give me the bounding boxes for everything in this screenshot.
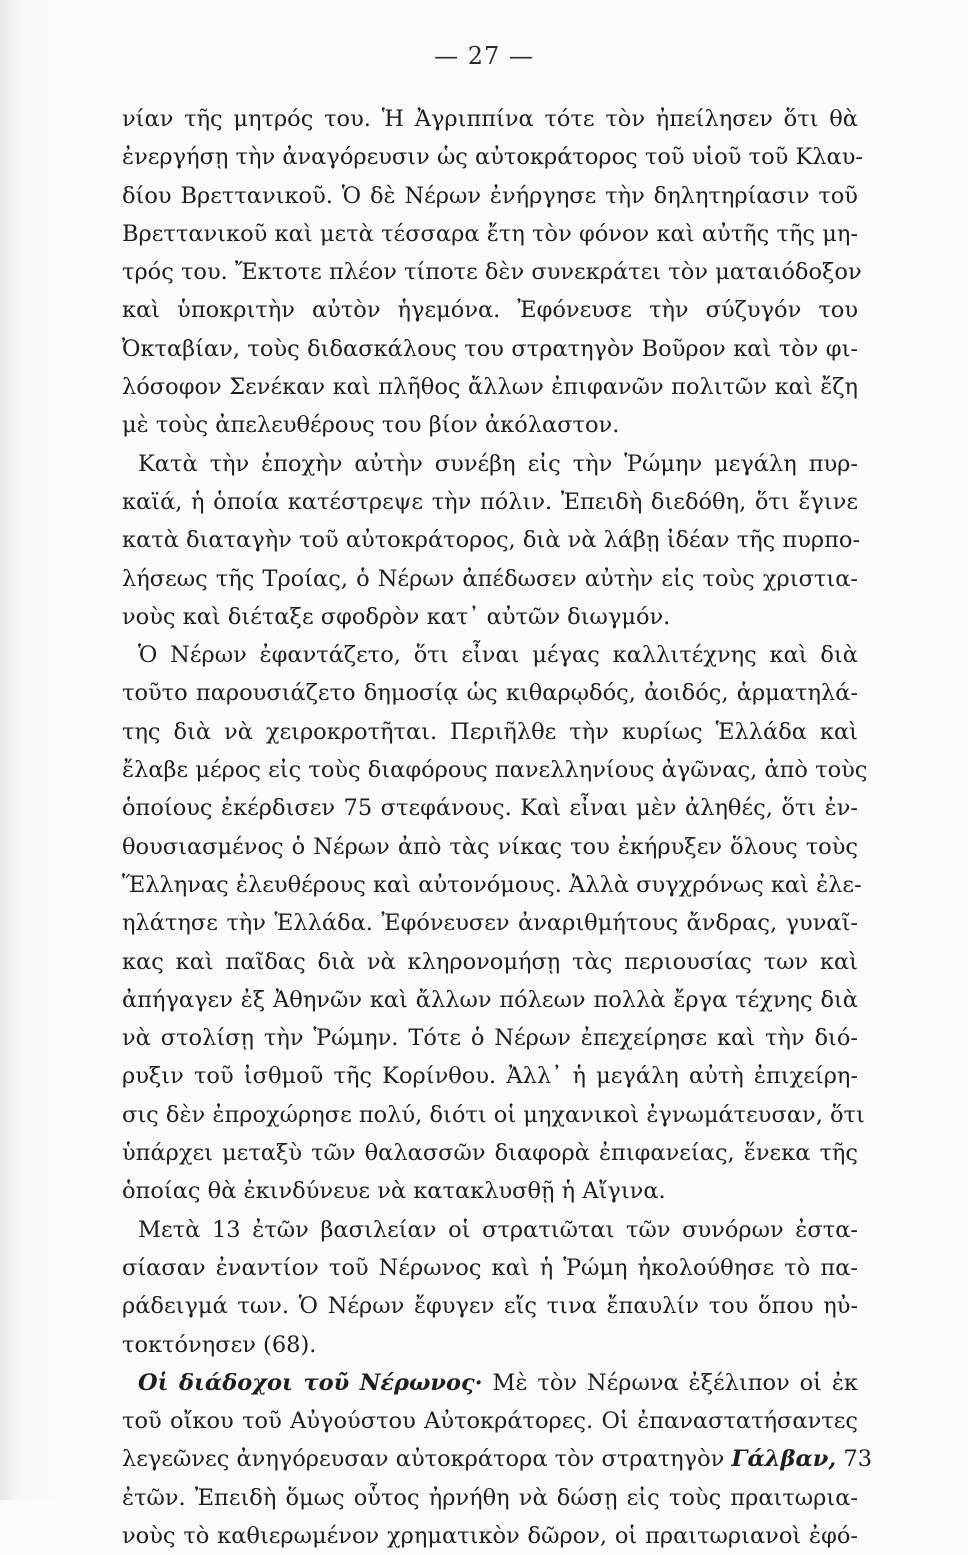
text-line-32: ράδειγμά των. Ὁ Νέρων ἔφυγεν εἴς τινα ἔπαυλίν του ὅπου ηὐ-: [122, 1293, 858, 1320]
text-line-5: τρός του. Ἔκτοτε πλέον τίποτε δὲν συνεκράτει τὸν ματαιόδοξον: [122, 259, 862, 286]
text-line-8: λόσοφον Σενέκαν καὶ πλῆθος ἄλλων ἐπιφανῶν πολιτῶν καὶ ἔζη: [122, 374, 858, 401]
text-line-20: θουσιασμένος ὁ Νέρων ἀπὸ τὰς νίκας του ἐκήρυξεν ὅλους τοὺς: [122, 833, 858, 860]
text-line-11: καϊά, ἡ ὁποία κατέστρεψε τὴν πόλιν. Ἐπειδὴ διεδόθη, ὅτι ἔγινε: [122, 488, 858, 515]
text-line-6: καὶ ὑποκριτὴν αὐτὸν ἡγεμόνα. Ἐφόνευσε τὴν σύζυγόν του: [122, 297, 858, 324]
emphasis-galba: Γάλβαν,: [731, 1446, 837, 1473]
text-line-9: μὲ τοὺς ἀπελευθέρους του βίον ἀκόλαστον.: [122, 412, 620, 439]
text-line-24: ἀπήγαγεν ἐξ Ἀθηνῶν καὶ ἄλλων πόλεων πολλὰ ἔργα τέχνης διὰ: [122, 986, 858, 1013]
text-line-2: ἐνεργήσῃ τὴν ἀναγόρευσιν ὡς αὐτοκράτορος τοῦ υἱοῦ τοῦ Κλαυ-: [122, 144, 863, 171]
text-line-34: [122, 1364, 858, 1402]
text-line-36: [122, 1440, 873, 1478]
text-line-26: ρυξιν τοῦ ἰσθμοῦ τῆς Κορίνθου. Ἀλλ᾽ ἡ μεγάλη αὐτὴ ἐπιχείρη-: [122, 1063, 858, 1090]
text-line-16: τοῦτο παρουσιάζετο δημοσίᾳ ὡς κιθαρῳδός, ἀοιδός, ἁρματηλά-: [122, 680, 858, 707]
text-line-21: Ἕλληνας ἐλευθέρους καὶ αὐτονόμους. Ἀλλὰ συγχρόνως καὶ ἐλε-: [122, 871, 862, 898]
text-line-15: Ὁ Νέρων ἐφαντάζετο, ὅτι εἶναι μέγας καλλιτέχνης καὶ διὰ: [138, 642, 858, 669]
text-line-3: δίου Βρεττανικοῦ. Ὁ δὲ Νέρων ἐνήργησε τὴν δηλητηρίασιν τοῦ: [122, 182, 858, 209]
text-line-27: σις δὲν ἐπροχώρησε πολύ, διότι οἱ μηχανικοὶ ἐγνωμάτευσαν, ὅτι: [122, 1101, 865, 1128]
text-line-1: νίαν τῆς μητρός του. Ἡ Ἀγριππίνα τότε τὸν ἠπείλησεν ὅτι θὰ: [122, 106, 858, 132]
text-line-34-rest: Μὲ τὸν Νέρωνα ἐξέλιπον οἱ ἐκ: [492, 1369, 858, 1396]
text-line-29: ὁποίας θὰ ἐκινδύνευε νὰ κατακλυσθῇ ἡ Αἴγινα.: [122, 1178, 666, 1205]
section-heading-successors: Οἱ διάδοχοι τοῦ Νέρωνος·: [138, 1369, 483, 1396]
text-line-36-end: 73: [843, 1446, 873, 1473]
text-line-13: λήσεως τῆς Τροίας, ὁ Νέρων ἀπέδωσεν αὐτὴν εἰς τοὺς χριστια-: [122, 565, 858, 592]
body-text: [122, 100, 873, 1555]
text-line-12: κατὰ διαταγὴν τοῦ αὐτοκράτορος, διὰ νὰ λάβῃ ἰδέαν τῆς πυρπο-: [122, 527, 861, 554]
text-line-14: νοὺς καὶ διέταξε σφοδρὸν κατ᾽ αὐτῶν διωγμόν.: [122, 603, 671, 630]
text-line-19: ὁποίους ἐκέρδισεν 75 στεφάνους. Καὶ εἶναι μὲν ἀληθές, ὅτι ἐν-: [122, 795, 858, 822]
text-line-33: τοκτόνησεν (68).: [122, 1331, 317, 1358]
text-line-31: σίασαν ἐναντίον τοῦ Νέρωνος καὶ ἡ Ῥώμη ἠκολούθησε τὸ πα-: [122, 1254, 858, 1281]
text-line-28: ὑπάρχει μεταξὺ τῶν θαλασσῶν διαφορὰ ἐπιφανείας, ἕνεκα τῆς: [122, 1140, 858, 1167]
text-line-22: ηλάτησε τὴν Ἑλλάδα. Ἐφόνευσεν ἀναριθμήτους ἄνδρας, γυναῖ-: [122, 910, 858, 937]
text-line-10: Κατὰ τὴν ἐποχὴν αὐτὴν συνέβη εἰς τὴν Ῥώμην μεγάλη πυρ-: [138, 450, 858, 477]
text-line-18: ἔλαβε μέρος εἰς τοὺς διαφόρους πανελληνίους ἀγῶνας, ἀπὸ τοὺς: [122, 757, 868, 784]
text-line-23: κας καὶ παῖδας διὰ νὰ κληρονομήσῃ τὰς περιουσίας των καὶ: [122, 948, 858, 975]
text-line-37: ἐτῶν. Ἐπειδὴ ὅμως οὗτος ἠρνήθη νὰ δώσῃ εἰς τοὺς πραιτωρια-: [122, 1484, 858, 1511]
page-number: — 27 —: [434, 42, 534, 70]
text-line-7: Ὀκταβίαν, τοὺς διδασκάλους του στρατηγὸν Βοῦρον καὶ τὸν φι-: [122, 335, 858, 362]
text-line-4: Βρεττανικοῦ καὶ μετὰ τέσσαρα ἔτη τὸν φόνον καὶ αὐτῆς τῆς μη-: [122, 220, 858, 247]
text-line-30: Μετὰ 13 ἐτῶν βασιλείαν οἱ στρατιῶται τῶν συνόρων ἐστα-: [138, 1216, 858, 1243]
text-line-38: νοὺς τὸ καθιερωμένον χρηματικὸν δῶρον, οἱ πραιτωριανοὶ ἐφό-: [122, 1522, 858, 1549]
text-line-36-start: λεγεῶνες ἀνηγόρευσαν αὐτοκράτορα τὸν στρατηγὸν: [122, 1446, 725, 1473]
text-line-25: νὰ στολίσῃ τὴν Ῥώμην. Τότε ὁ Νέρων ἐπεχείρησε καὶ τὴν διό-: [122, 1025, 858, 1052]
text-line-35: τοῦ οἴκου τοῦ Αὐγούστου Αὐτοκράτορες. Οἱ ἐπαναστατήσαντες: [122, 1408, 858, 1435]
text-line-17: της διὰ νὰ χειροκροτῆται. Περιῆλθε τὴν κυρίως Ἑλλάδα καὶ: [122, 718, 858, 745]
